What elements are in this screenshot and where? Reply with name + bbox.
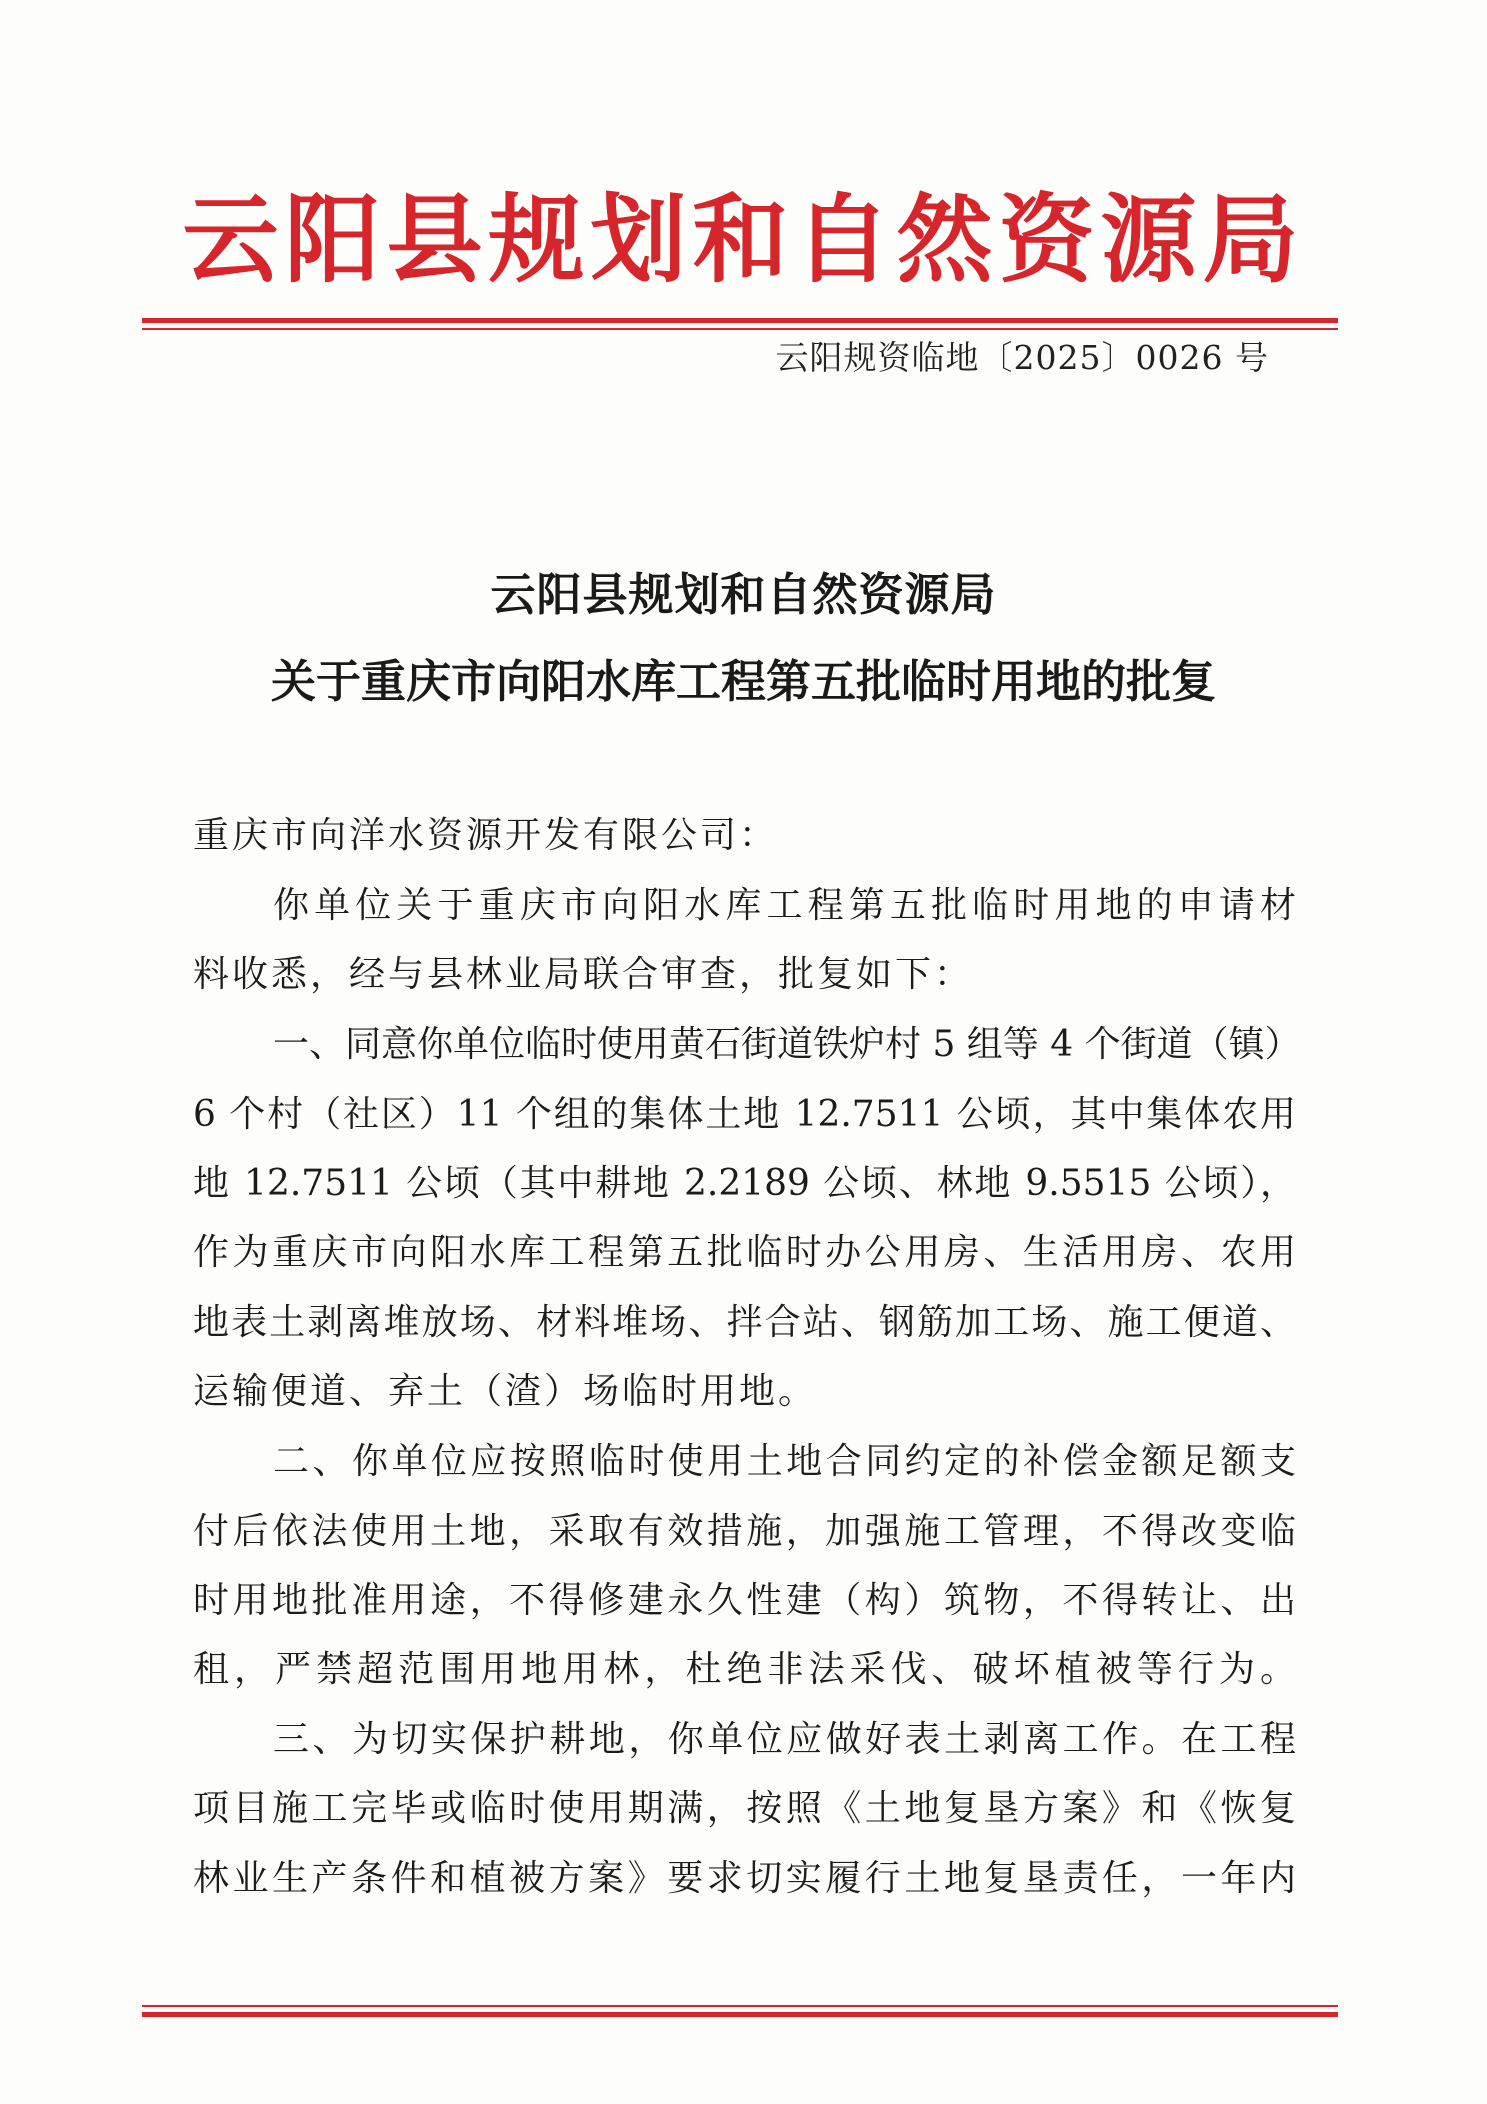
body-line: 租，严禁超范围用地用林，杜绝非法采伐、破坏植被等行为。 [193, 1649, 1296, 1690]
title-line-1: 云阳县规划和自然资源局 [490, 568, 997, 621]
footer-rule-thin [142, 2005, 1338, 2007]
body-line: 付后依法使用土地，采取有效措施，加强施工管理，不得改变临 [193, 1511, 1296, 1552]
body-line: 时用地批准用途，不得修建永久性建（构）筑物，不得转让、出 [193, 1580, 1296, 1621]
salutation: 重庆市向洋水资源开发有限公司： [193, 815, 779, 856]
title-line-2: 关于重庆市向阳水库工程第五批临时用地的批复 [270, 655, 1216, 708]
body-line: 三、为切实保护耕地，你单位应做好表土剥离工作。在工程 [273, 1719, 1296, 1760]
body-line: 6 个村（社区）11 个组的集体土地 12.7511 公顷，其中集体农用 [193, 1094, 1296, 1135]
org-letterhead: 云阳县规划和自然资源局 [182, 183, 1305, 296]
document-number: 云阳规资临地〔2025〕0026 号 [775, 338, 1269, 377]
body-line: 运输便道、弃土（渣）场临时用地。 [193, 1371, 818, 1412]
body-line: 林业生产条件和植被方案》要求切实履行土地复垦责任，一年内 [193, 1858, 1296, 1899]
footer-rule-thick [142, 2012, 1338, 2017]
body-line: 地 12.7511 公顷（其中耕地 2.2189 公顷、林地 9.5515 公顷）， [193, 1163, 1296, 1204]
body-line: 一、同意你单位临时使用黄石街道铁炉村 5 组等 4 个街道（镇） [273, 1024, 1301, 1065]
body-line: 料收悉，经与县林业局联合审查，批复如下： [193, 954, 974, 995]
header-rule-thin [142, 328, 1338, 330]
body-line: 地表土剥离堆放场、材料堆场、拌合站、钢筋加工场、施工便道、 [193, 1302, 1296, 1343]
body-line: 作为重庆市向阳水库工程第五批临时办公用房、生活用房、农用 [193, 1232, 1296, 1273]
body-line: 项目施工完毕或临时使用期满，按照《土地复垦方案》和《恢复 [193, 1788, 1296, 1829]
body-line: 你单位关于重庆市向阳水库工程第五批临时用地的申请材 [273, 885, 1296, 926]
body-line: 二、你单位应按照临时使用土地合同约定的补偿金额足额支 [273, 1441, 1296, 1482]
header-rule-thick [142, 318, 1338, 323]
